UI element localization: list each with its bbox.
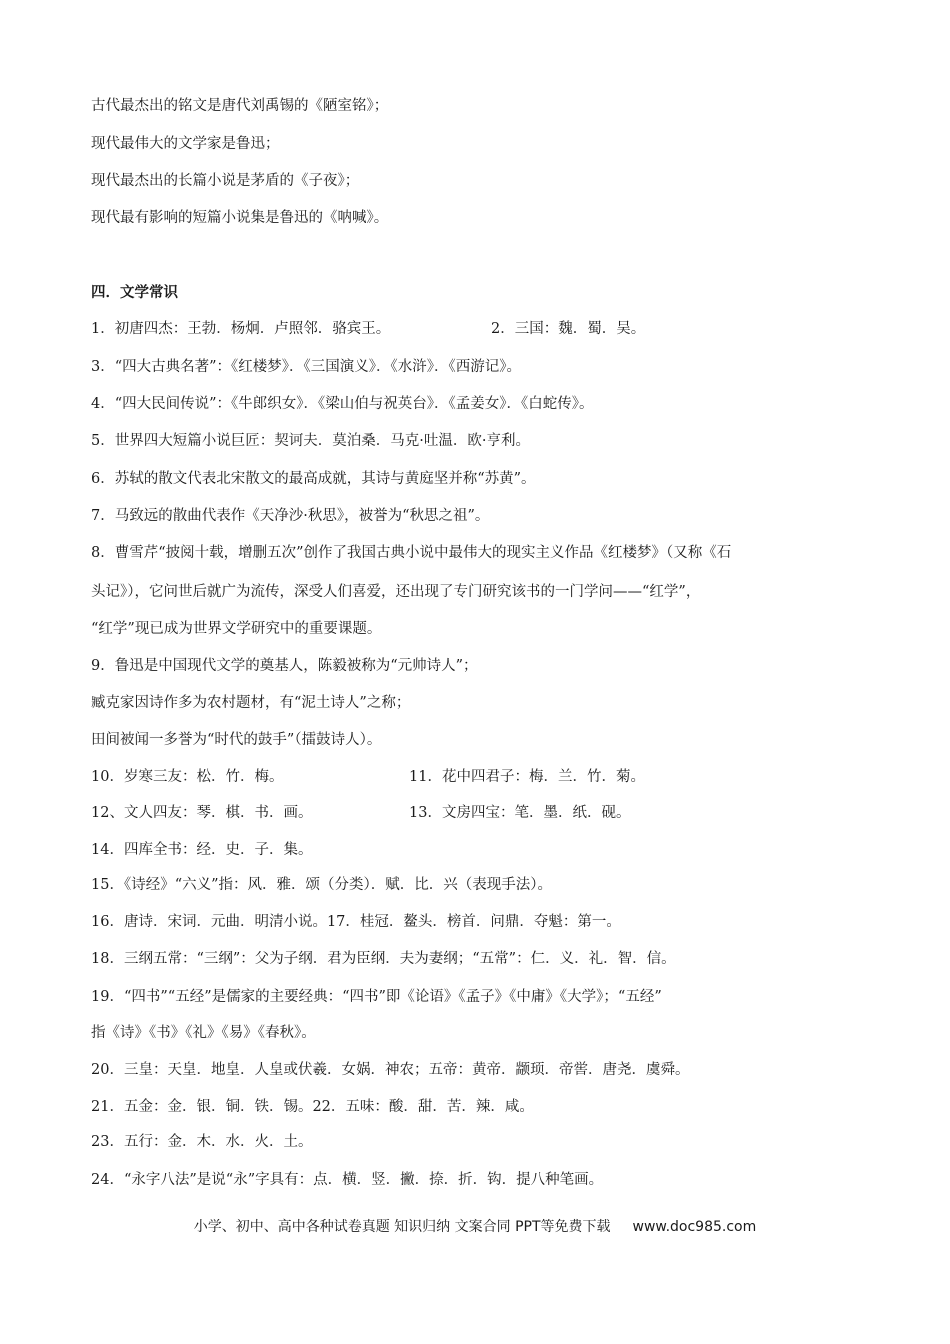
item-21-22: 21．五金：金．银．铜．铁．锡。22．五味：酸．甜．苦．辣．咸。	[91, 1099, 534, 1115]
item-3: 3．“四大古典名著”：《红楼梦》．《三国演义》．《水浒》．《西游记》。	[91, 359, 522, 375]
intro-line: 现代最杰出的长篇小说是茅盾的《子夜》；	[91, 173, 360, 189]
item-18: 18．三纲五常：“三纲”：父为子纲．君为臣纲．夫为妻纲；“五常”：仁．义．礼．智．信。	[91, 951, 676, 967]
item-16-17: 16．唐诗．宋词．元曲．明清小说。17．桂冠．鳌头．榜首．问鼎．夺魁：第一。	[91, 914, 621, 930]
list-item	[91, 319, 646, 339]
item-7: 7．马致远的散曲代表作《天净沙·秋思》，被誉为“秋思之祖”。	[91, 508, 490, 524]
item-12: 12、文人四友：琴．棋．书．画。	[91, 805, 313, 821]
item-10: 10．岁寒三友：松．竹．梅。	[91, 769, 284, 785]
list-item	[91, 767, 645, 787]
item-13: 13．文房四宝：笔．墨．纸．砚。	[409, 805, 631, 821]
item-9-line-1: 9．鲁迅是中国现代文学的奠基人，陈毅被称为“元帅诗人”；	[91, 658, 478, 674]
intro-line: 古代最杰出的铭文是唐代刘禹锡的《陋室铭》；	[91, 98, 389, 114]
item-24: 24．“永字八法”是说“永”字具有：点．横．竖．撇．捺．折．钩．提八种笔画。	[91, 1172, 604, 1188]
item-4: 4．“四大民间传说”：《牛郎织女》．《梁山伯与祝英台》．《孟姜女》．《白蛇传》。	[91, 396, 594, 412]
footer-site-link[interactable]: www.doc985.com	[632, 1219, 757, 1235]
item-15: 15．《诗经》“六义”指：风．雅．颂（分类）．赋．比．兴（表现手法）。	[91, 877, 553, 893]
item-6: 6．苏轼的散文代表北宋散文的最高成就，其诗与黄庭坚并称“苏黄”。	[91, 471, 536, 487]
item-2: 2．三国：魏．蜀．吴。	[491, 321, 646, 337]
section-title: 四．文学常识	[91, 285, 178, 301]
item-8-line-2: 头记》），它问世后就广为流传，深受人们喜爱，还出现了专门研究该书的一门学问——“红学”，	[91, 584, 701, 600]
page-footer	[0, 1216, 950, 1236]
item-9-line-2: 臧克家因诗作多为农村题材，有“泥土诗人”之称；	[91, 695, 411, 711]
footer-text: 小学、初中、高中各种试卷真题 知识归纳 文案合同 PPT等免费下载	[193, 1219, 611, 1235]
intro-line: 现代最有影响的短篇小说集是鲁迅的《呐喊》。	[91, 210, 389, 226]
item-19-line-1: 19．“四书”“五经”是儒家的主要经典：“四书”即《论语》《孟子》《中庸》《大学》；“五经”	[91, 989, 662, 1005]
intro-line: 现代最伟大的文学家是鲁迅；	[91, 136, 280, 152]
item-11: 11．花中四君子：梅．兰．竹．菊。	[409, 769, 645, 785]
item-23: 23．五行：金．木．水．火．土。	[91, 1134, 313, 1150]
item-9-line-3: 田间被闻一多誉为“时代的鼓手”（擂鼓诗人）。	[91, 732, 382, 748]
item-1: 1．初唐四杰：王勃．杨炯．卢照邻．骆宾王。	[91, 321, 391, 337]
item-19-line-2: 指《诗》《书》《礼》《易》《春秋》。	[91, 1025, 316, 1041]
item-8-line-3: “红学”现已成为世界文学研究中的重要课题。	[91, 621, 382, 637]
item-14: 14．四库全书：经．史．子．集。	[91, 842, 313, 858]
item-5: 5．世界四大短篇小说巨匠：契诃夫．莫泊桑．马克·吐温．欧·亨利。	[91, 433, 530, 449]
item-8-line-1: 8．曹雪芹“披阅十载，增删五次”创作了我国古典小说中最伟大的现实主义作品《红楼梦》（又称《石	[91, 545, 732, 561]
item-20: 20．三皇：天皇．地皇．人皇或伏羲．女娲．神农；五帝：黄帝．颛顼．帝喾．唐尧．虞舜。	[91, 1062, 690, 1078]
list-item	[91, 803, 631, 823]
